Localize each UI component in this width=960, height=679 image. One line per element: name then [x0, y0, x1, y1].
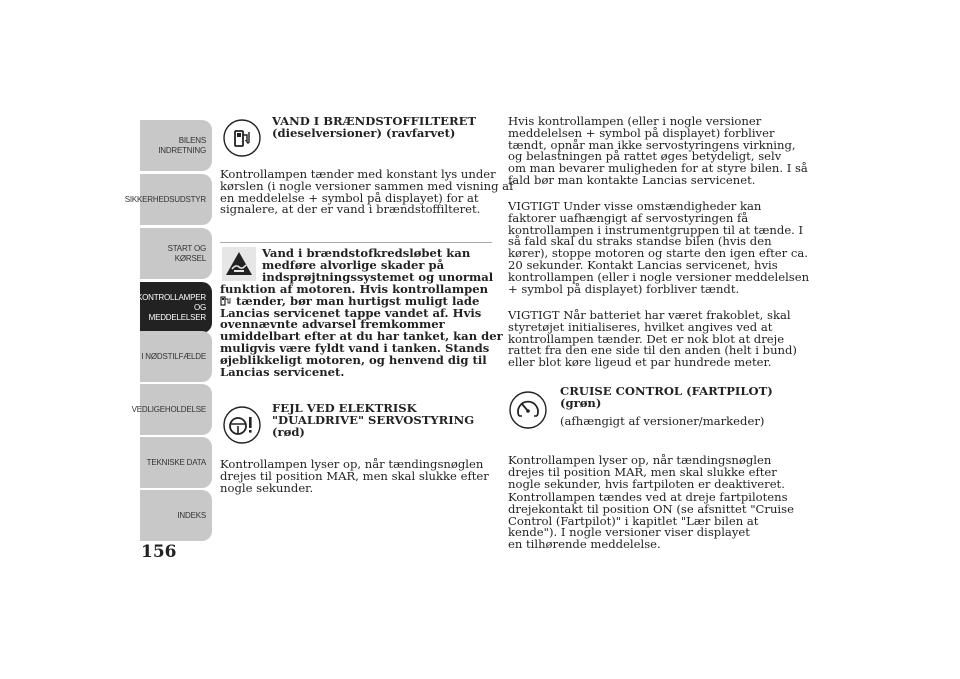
side-tab-sikkerhedsudstyr[interactable]: SIKKERHEDSUDSTYR — [140, 174, 212, 225]
water-filter-title: VAND I BRÆNDSTOFFILTERET — [272, 114, 477, 128]
important-note-1: VIGTIGT Under visse omstændigheder kan faktorer uafhængigt af servostyringen få kontrollampen i instrumentgruppen til at tænde. I så fald skal du straks standse bilen (hvis den kører), stoppe motoren og starte den igen efter ca. 20 sekunder. Kontakt Lancias servicenet, hvis kontrollampen (eller i nogle versioner meddelelsen + symbol på displayet) forbliver tændt. — [508, 199, 810, 296]
water-filter-body: Kontrollampen tænder med konstant lys under kørslen (i nogle versioner sammen med visning af en meddelelse + symbol på displayet) for at signalere, at der er vand i brændstoffilteret. — [220, 167, 514, 217]
steering-fault-icon — [222, 405, 262, 449]
steering-warning-paragraph: Hvis kontrollampen (eller i nogle versioner meddelelsen + symbol på displayet) forbliver tændt, opnår man ikke servostyringens virkning, og belastningen på rattet øges betydeligt, selv om man bevarer muligheden for at styre bilen. I så fald bør man kontakte Lancias servicenet. — [508, 114, 808, 187]
cruise-control-icon — [508, 390, 548, 434]
water-filter-subtitle: (dieselversioner) (ravfarvet) — [272, 126, 456, 140]
cruise-control-body-1: Kontrollampen lyser op, når tændingsnøglen drejes til position MAR, men skal slukke efter nogle sekunder, hvis fartpiloten er deaktiveret. — [508, 453, 785, 491]
warning-text: funktion af motoren. Hvis kontrollampen tænder, bør man hurtigst muligt lade Lancias servicenet tappe vandet af. Hvis ovennævnte advarsel fremkommer umiddelbart efter at du har tanket, kan der muligvis være fyldt vand i tanken. Stands øjeblikkeligt motoren, og henvend dig til Lancias servicenet. — [220, 282, 503, 379]
side-tab-i-nodstilfaelde[interactable]: I NØDSTILFÆLDE — [140, 331, 212, 382]
water-in-fuel-icon — [222, 118, 262, 162]
cruise-control-body-2: Kontrollampen tændes ved at dreje fartpilotens drejekontakt til position ON (se afsnittet "Cruise Control (Fartpilot)" i kapitlet "Lær bilen at kende"). I nogle versioner viser displayet en tilhørende meddelelse. — [508, 490, 794, 552]
water-in-fuel-inline-icon — [220, 296, 232, 306]
side-tab-start-og-korsel[interactable]: START OG KØRSEL — [140, 228, 212, 279]
side-tab-indeks[interactable]: INDEKS — [140, 490, 212, 541]
side-tab-vedligeholdelse[interactable]: VEDLIGEHOLDELSE — [140, 384, 212, 435]
side-tab-bilens-indretning[interactable]: BILENS INDRETNING — [140, 120, 212, 171]
cruise-control-subtitle: (afhængigt af versioner/markeder) — [560, 414, 765, 428]
side-tab-tekniske-data[interactable]: TEKNISKE DATA — [140, 437, 212, 488]
important-note-2: VIGTIGT Når batteriet har været frakoblet, skal styretøjet initialiseres, hvilket angives ved at kontrollampen tænder. Det er nok blot at dreje rattet fra den ene side til den anden (helt i bund) eller blot køre ligeud et par hundrede meter. — [508, 308, 797, 370]
warning-triangle-icon — [222, 247, 256, 285]
cruise-control-title: CRUISE CONTROL (FARTPILOT) — [560, 384, 773, 398]
steering-fault-title: FEJL VED ELEKTRISK "DUALDRIVE" SERVOSTYRING (rød) — [272, 401, 475, 439]
page-number: 156 — [141, 542, 177, 562]
warning-text-indented: Vand i brændstofkredsløbet kan medføre alvorlige skader på indsprøjtningssystemet og unormal — [262, 246, 494, 284]
cruise-control-color: (grøn) — [560, 396, 602, 410]
section-divider — [220, 242, 492, 243]
steering-fault-body: Kontrollampen lyser op, når tændingsnøglen drejes til position MAR, men skal slukke efter nogle sekunder. — [220, 457, 489, 495]
side-tab-kontrollamper[interactable]: KONTROLLAMPER OG MEDDELELSER — [140, 282, 212, 333]
